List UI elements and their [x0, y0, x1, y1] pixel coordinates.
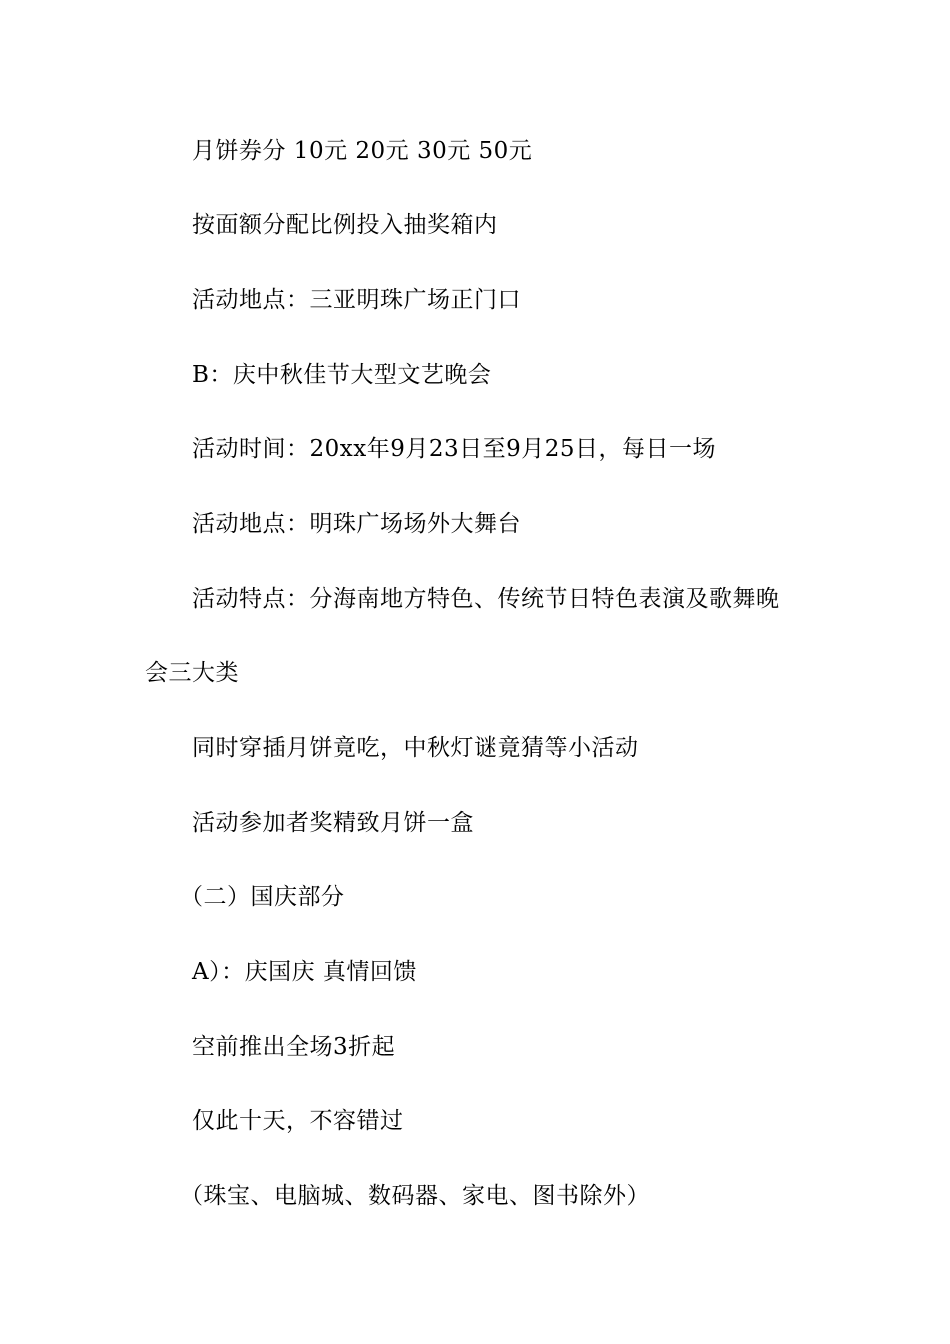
paragraph-line: 活动参加者奖精致月饼一盒: [192, 810, 474, 836]
paragraph-line: 活动地点：明珠广场场外大舞台: [192, 511, 521, 537]
paragraph-line: （珠宝、电脑城、数码器、家电、图书除外）: [180, 1183, 650, 1209]
paragraph-line: 按面额分配比例投入抽奖箱内: [192, 212, 498, 238]
paragraph-line: 同时穿插月饼竟吃，中秋灯谜竟猜等小活动: [192, 735, 639, 761]
section-heading: （二）国庆部分: [180, 884, 345, 910]
paragraph-line: 仅此十天，不容错过: [192, 1108, 404, 1134]
paragraph-line: 活动地点：三亚明珠广场正门口: [192, 287, 521, 313]
paragraph-line: 活动特点：分海南地方特色、传统节日特色表演及歌舞晚: [192, 586, 780, 612]
paragraph-line: 空前推出全场3折起: [192, 1034, 396, 1060]
paragraph-line-continuation: 会三大类: [145, 660, 239, 686]
paragraph-line: 活动时间：20xx年9月23日至9月25日，每日一场: [192, 436, 717, 462]
paragraph-line: 月饼券分 10元 20元 30元 50元: [192, 138, 533, 164]
section-heading: B：庆中秋佳节大型文艺晚会: [192, 362, 492, 388]
subsection-heading: A）：庆国庆 真情回馈: [192, 959, 417, 985]
